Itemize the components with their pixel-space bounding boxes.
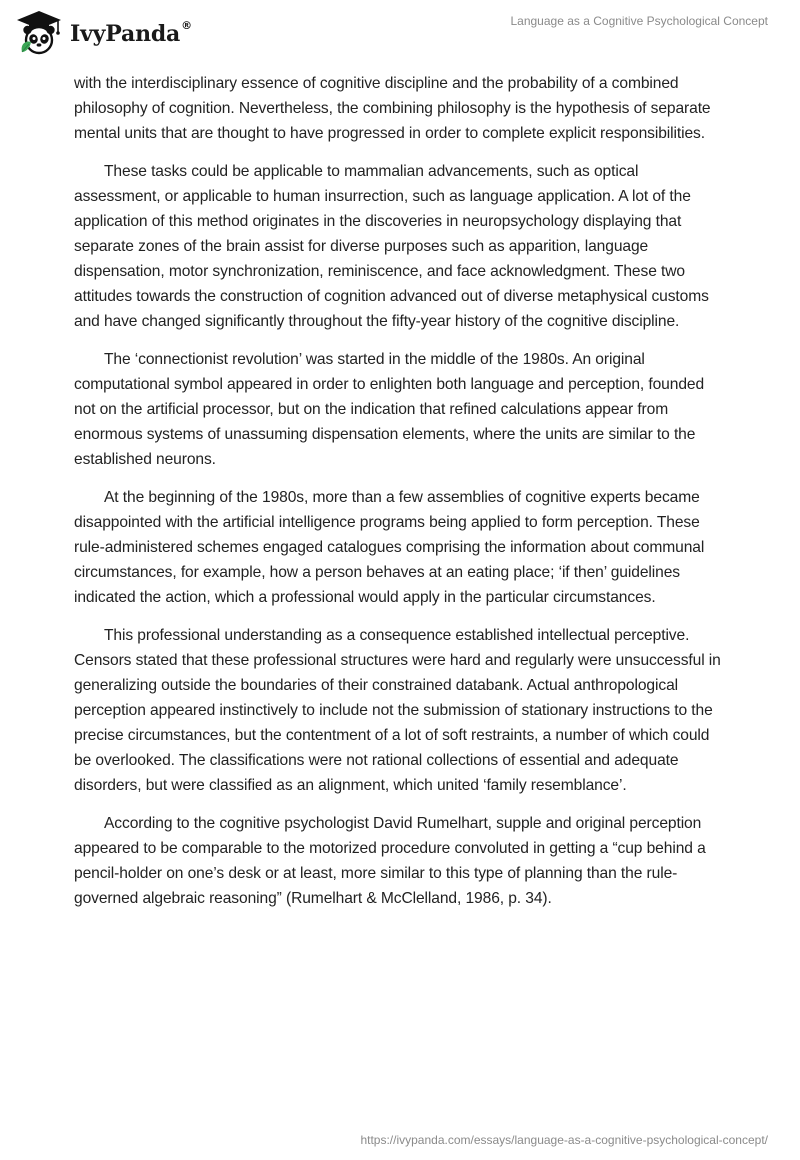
source-url[interactable]: https://ivypanda.com/essays/language-as-a-cognitive-psychological-concept/	[360, 1133, 768, 1147]
paragraph: According to the cognitive psychologist David Rumelhart, supple and original perception appeared to be comparable to the motorized procedure convoluted in getting a “cup behind a pencil-holder on one’s desk or at least, more similar to this type of planning than the rule-governed algebraic reasoning” (Rumelhart & McClelland, 1986, p. 34).	[74, 815, 706, 907]
brand-name: IvyPanda®	[70, 18, 192, 47]
panda-graduation-cap-icon	[14, 8, 64, 58]
page-header	[0, 0, 800, 70]
paragraph: with the interdisciplinary essence of cognitive discipline and the probability of a combined philosophy of cognition. Nevertheless, the combining philosophy is the hypothesis of separate mental units that are thought to have progressed in order to complete explicit responsibilities.	[74, 75, 711, 142]
essay-content	[74, 71, 726, 924]
paragraph: The ‘connectionist revolution’ was started in the middle of the 1980s. An original computational symbol appeared in order to enlighten both language and perception, founded not on the artificial processor, but on the indication that refined calculations appear from enormous systems of unassuming dispensation elements, where the units are similar to the established neurons.	[74, 351, 705, 468]
document-title: Language as a Cognitive Psychological Concept	[510, 14, 768, 28]
paragraph: This professional understanding as a consequence established intellectual perceptive. Censors stated that these professional structures were hard and regularly were unsuccessful in generalizing outside the boundaries of their constrained databank. Actual anthropological perception appeared instinctively to include not the submission of stationary instructions to the precise circumstances, but the contentment of a lot of soft restraints, a number of which could be overlooked. The classifications were not rational collections of essential and adequate disorders, but were classified as an alignment, which united ‘family resemblance’.	[74, 627, 721, 794]
paragraph: At the beginning of the 1980s, more than a few assemblies of cognitive experts became disappointed with the artificial intelligence programs being applied to form perception. These rule-administered schemes engaged catalogues comprising the information about communal circumstances, for example, how a person behaves at an eating place; ‘if then’ guidelines indicated the action, which a professional would apply in the particular circumstances.	[74, 489, 705, 606]
brand-logo[interactable]	[14, 8, 192, 58]
paragraph: These tasks could be applicable to mammalian advancements, such as optical assessment, or applicable to human insurrection, such as language application. A lot of the application of this method originates in the discoveries in neuropsychology displaying that separate zones of the brain assist for diverse purposes such as apparition, language dispensation, motor synchronization, reminiscence, and face acknowledgment. These two attitudes towards the construction of cognition advanced out of diverse metaphysical customs and have changed significantly throughout the fifty-year history of the cognitive discipline.	[74, 163, 709, 330]
